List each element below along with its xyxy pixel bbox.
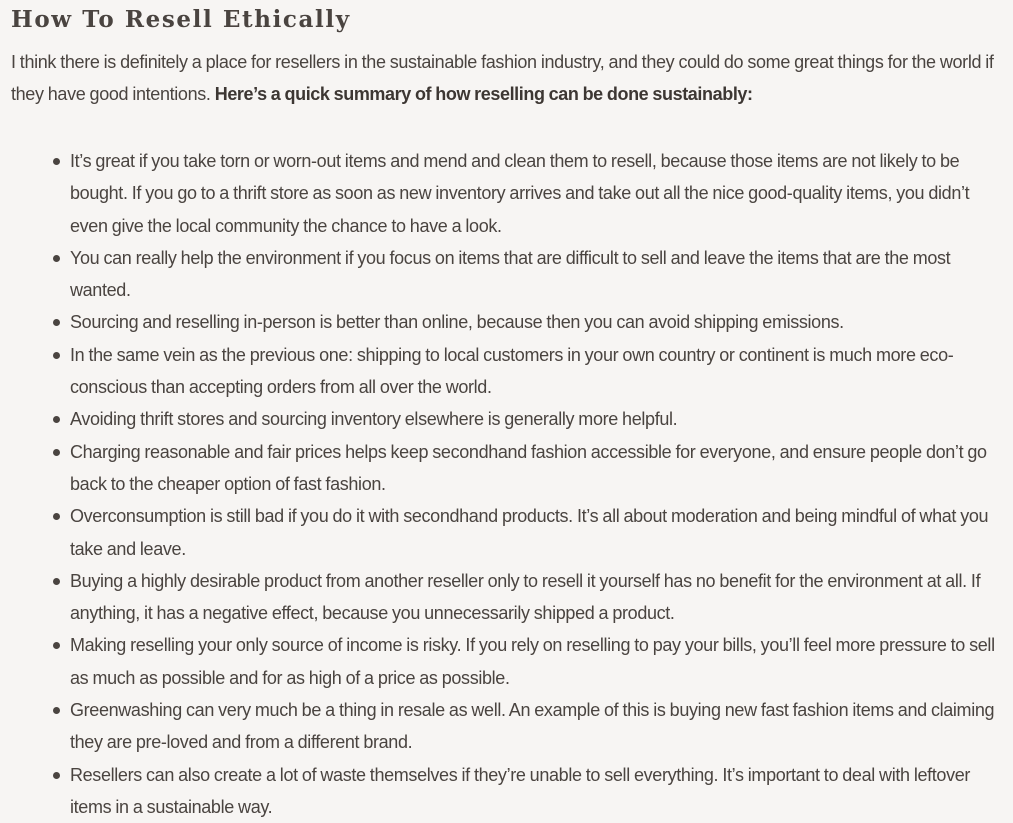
list-item	[70, 242, 1001, 307]
list-item-text: It’s great if you take torn or worn-out items and mend and clean them to resell, because those items are not likely to be bought. If you go to a thrift store as soon as new inventory arrives and take out all the nice good-quality items, you didn’t even give the local community the chance to have a look.	[70, 151, 970, 236]
list-item-text: Making reselling your only source of income is risky. If you rely on reselling to pay your bills, you’ll feel more pressure to sell as much as possible and for as high of a price as possible.	[70, 635, 995, 688]
bullet-dot-icon	[53, 578, 60, 585]
list-item	[70, 339, 1001, 404]
intro-bold-text: Here’s a quick summary of how reselling can be done sustainably:	[214, 84, 753, 104]
bullet-dot-icon	[53, 255, 60, 262]
bullet-dot-icon	[53, 416, 60, 423]
list-item	[70, 759, 1001, 823]
bullet-dot-icon	[53, 158, 60, 165]
intro-text: I think there is definitely a place for resellers in the sustainable fashion industry, and they could do some great things for the world if they have good intentions.	[11, 52, 994, 104]
list-item-text: Sourcing and reselling in-person is better than online, because then you can avoid shipping emissions.	[70, 312, 844, 333]
bullet-dot-icon	[53, 513, 60, 520]
list-item	[70, 306, 1001, 338]
list-item	[70, 436, 1001, 501]
list-item-text: Greenwashing can very much be a thing in resale as well. An example of this is buying new fast fashion items and claiming they are pre-loved and from a different brand.	[70, 700, 995, 753]
list-item-text: Buying a highly desirable product from another reseller only to resell it yourself has no benefit for the environment at all. If anything, it has a negative effect, because you unnecessarily shipped a product.	[70, 570, 981, 624]
list-item	[70, 145, 1001, 242]
intro-paragraph	[11, 46, 1001, 110]
list-item-text: In the same vein as the previous one: shipping to local customers in your own country or continent is much more eco-conscious than accepting orders from all over the world.	[70, 344, 954, 398]
list-item-text: Avoiding thrift stores and sourcing inventory elsewhere is generally more helpful.	[70, 409, 678, 430]
bullet-dot-icon	[53, 449, 60, 456]
list-item-text: Resellers can also create a lot of waste themselves if they’re unable to sell everything. It’s important to deal with leftover items in a sustainable way.	[70, 764, 971, 817]
bullet-dot-icon	[53, 319, 60, 326]
list-item	[70, 565, 1001, 630]
list-item	[70, 403, 1001, 435]
list-item-text: Charging reasonable and fair prices helps keep secondhand fashion accessible for everyone, and ensure people don’t go back to the cheaper option of fast fashion.	[70, 441, 987, 494]
bullet-dot-icon	[53, 352, 60, 359]
bullet-dot-icon	[53, 642, 60, 649]
list-item	[70, 500, 1001, 565]
list-item	[70, 629, 1001, 694]
section-heading: How To Resell Ethically	[11, 6, 351, 33]
bullet-dot-icon	[53, 707, 60, 714]
list-item-text: You can really help the environment if you focus on items that are difficult to sell and leave the items that are the most wanted.	[70, 247, 951, 301]
bullet-dot-icon	[53, 772, 60, 779]
bullet-list	[11, 145, 1001, 823]
list-item-text: Overconsumption is still bad if you do it with secondhand products. It’s all about moderation and being mindful of what you take and leave.	[70, 506, 989, 559]
list-item	[70, 694, 1001, 759]
